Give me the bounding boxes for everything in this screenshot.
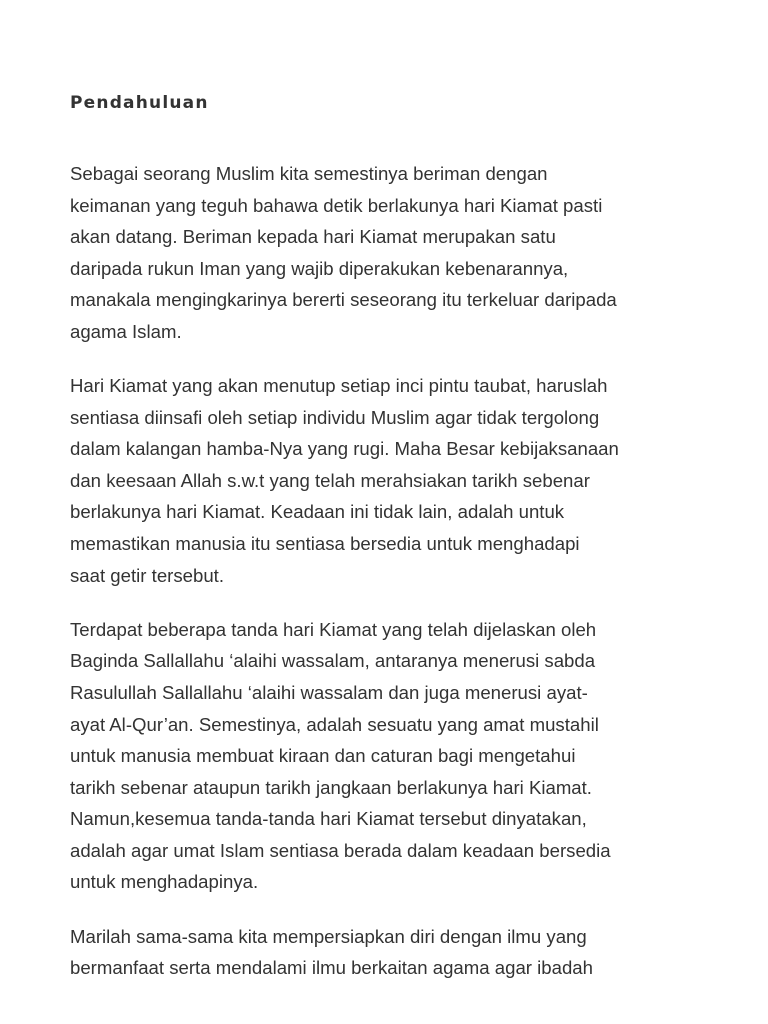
paragraph-1 [70, 158, 710, 348]
paragraph-2 [70, 370, 710, 591]
text-line: untuk menghadapinya. [70, 871, 259, 893]
text-line: daripada rukun Iman yang wajib diperakukan kebenarannya, [70, 257, 569, 279]
text-line: Baginda Sallallahu ‘alaihi wassalam, antaranya menerusi sabda [70, 650, 596, 672]
text-line: memastikan manusia itu sentiasa bersedia untuk menghadapi [70, 533, 580, 555]
section-heading: Pendahuluan [70, 93, 209, 113]
text-line: adalah agar umat Islam sentiasa berada dalam keadaan bersedia [70, 839, 611, 861]
text-line: manakala mengingkarinya bererti seseorang itu terkeluar daripada [70, 289, 617, 311]
text-line: Namun,kesemua tanda-tanda hari Kiamat tersebut dinyatakan, [70, 808, 587, 830]
text-line: berlakunya hari Kiamat. Keadaan ini tidak lain, adalah untuk [70, 501, 565, 523]
text-line: dalam kalangan hamba-Nya yang rugi. Maha Besar kebijaksanaan [70, 438, 619, 460]
text-line: Marilah sama-sama kita mempersiapkan diri dengan ilmu yang [70, 925, 587, 947]
text-line: dan keesaan Allah s.w.t yang telah merahsiakan tarikh sebenar [70, 469, 590, 491]
document-page [70, 88, 710, 1006]
text-line: bermanfaat serta mendalami ilmu berkaitan agama agar ibadah [70, 957, 593, 979]
text-line: Terdapat beberapa tanda hari Kiamat yang telah dijelaskan oleh [70, 618, 597, 640]
text-line: Sebagai seorang Muslim kita semestinya beriman dengan [70, 163, 548, 184]
text-line: akan datang. Beriman kepada hari Kiamat merupakan satu [70, 226, 556, 248]
paragraph-4 [70, 921, 710, 984]
text-line: saat getir tersebut. [70, 564, 224, 586]
paragraph-3 [70, 614, 710, 898]
text-line: Hari Kiamat yang akan menutup setiap inci pintu taubat, haruslah [70, 375, 608, 397]
text-line: tarikh sebenar ataupun tarikh jangkaan berlakunya hari Kiamat. [70, 776, 592, 798]
text-line: keimanan yang teguh bahawa detik berlakunya hari Kiamat pasti [70, 194, 603, 216]
text-line: agama Islam. [70, 320, 182, 342]
text-line: sentiasa diinsafi oleh setiap individu Muslim agar tidak tergolong [70, 406, 600, 428]
text-line: untuk manusia membuat kiraan dan caturan bagi mengetahui [70, 745, 576, 767]
text-line: ayat Al-Qur’an. Semestinya, adalah sesuatu yang amat mustahil [70, 713, 599, 735]
text-line: Rasulullah Sallallahu ‘alaihi wassalam dan juga menerusi ayat- [70, 681, 588, 703]
